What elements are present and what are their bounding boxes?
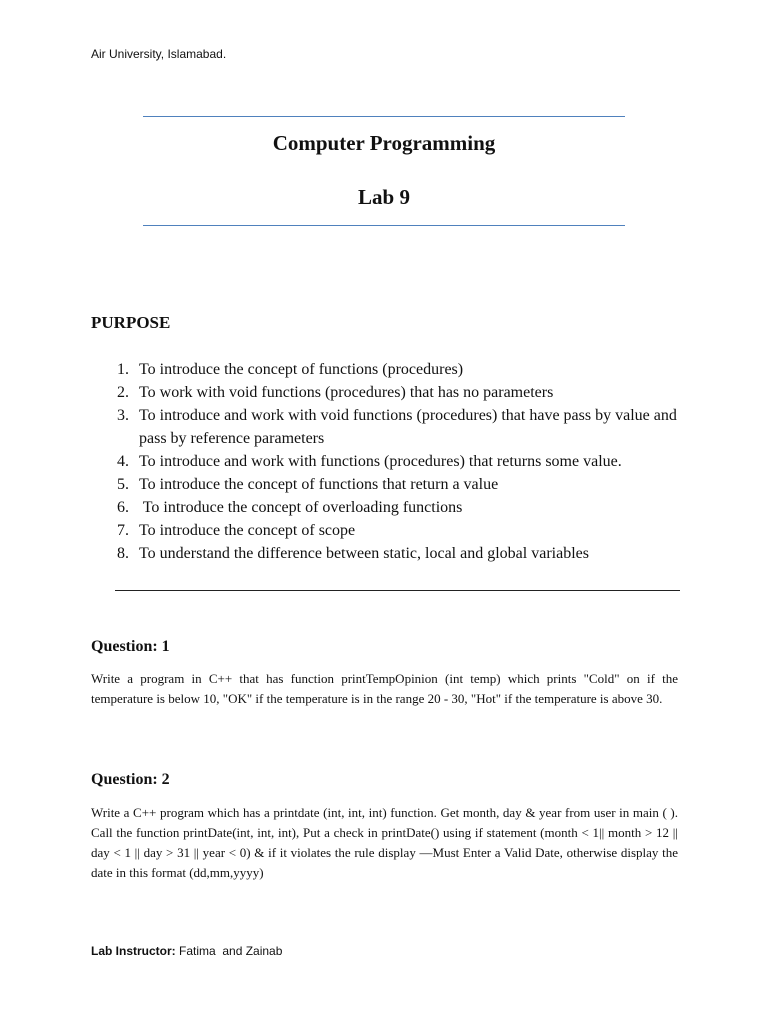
purpose-heading: PURPOSE [91,313,171,332]
question-1-heading: Question: 1 [91,638,170,655]
purpose-item-number: 6. [117,499,129,516]
purpose-item-text: To introduce and work with void functions (procedures) that have pass by value and pass by reference parameters [139,407,677,447]
course-title: Computer Programming [272,131,496,155]
institution-header: Air University, Islamabad. [91,47,227,61]
purpose-item [91,404,681,450]
purpose-item [91,450,681,473]
question-2-heading: Question: 2 [91,771,170,788]
purpose-item-number: 7. [117,522,129,539]
purpose-item [91,473,681,496]
purpose-item-number: 3. [117,407,129,424]
purpose-item-number: 4. [117,453,129,470]
purpose-item-text: To introduce the concept of scope [139,522,356,539]
purpose-item-text: To introduce the concept of overloading functions [139,499,463,516]
purpose-item-number: 5. [117,476,129,493]
lab-instructor-names: Fatima and Zainab [175,944,283,958]
purpose-item-text: To introduce the concept of functions (procedures) [139,361,464,378]
purpose-item [91,519,681,542]
purpose-divider [115,590,680,591]
title-top-rule [143,116,625,117]
purpose-item [91,542,681,565]
purpose-item-text: To introduce and work with functions (procedures) that returns some value. [139,453,622,470]
purpose-item-text: To introduce the concept of functions that return a value [139,476,499,493]
purpose-item [91,381,681,404]
title-bottom-rule [143,225,625,226]
purpose-item-text: To understand the difference between static, local and global variables [139,545,589,562]
purpose-item-number: 1. [117,361,129,378]
purpose-item [91,496,681,519]
purpose-item [91,358,681,381]
purpose-item-number: 2. [117,384,129,401]
question-2-body: Write a C++ program which has a printdate (int, int, int) function. Get month, day & year from user in main ( ). Call the function printDate(int, int, int), Put a check in printDate() using if statement (month < 1|| month > 12 || day < 1 || day > 31 || year < 0) & if it violates the rule display ―Must Enter a Valid Date, otherwise display the date in this format (dd,mm,yyyy) [91,805,678,880]
lab-instructor-footer [91,944,282,958]
lab-instructor-label: Lab Instructor: [91,944,176,958]
lab-title: Lab 9 [358,185,410,209]
purpose-list [91,358,681,565]
question-1-body: Write a program in C++ that has function printTempOpinion (int temp) which prints "Cold" on if the temperature is below 10, "OK" if the temperature is in the range 20 - 30, "Hot" if the temperature is above 30. [91,671,678,706]
purpose-item-text: To work with void functions (procedures) that has no parameters [139,384,554,401]
purpose-item-number: 8. [117,545,129,562]
